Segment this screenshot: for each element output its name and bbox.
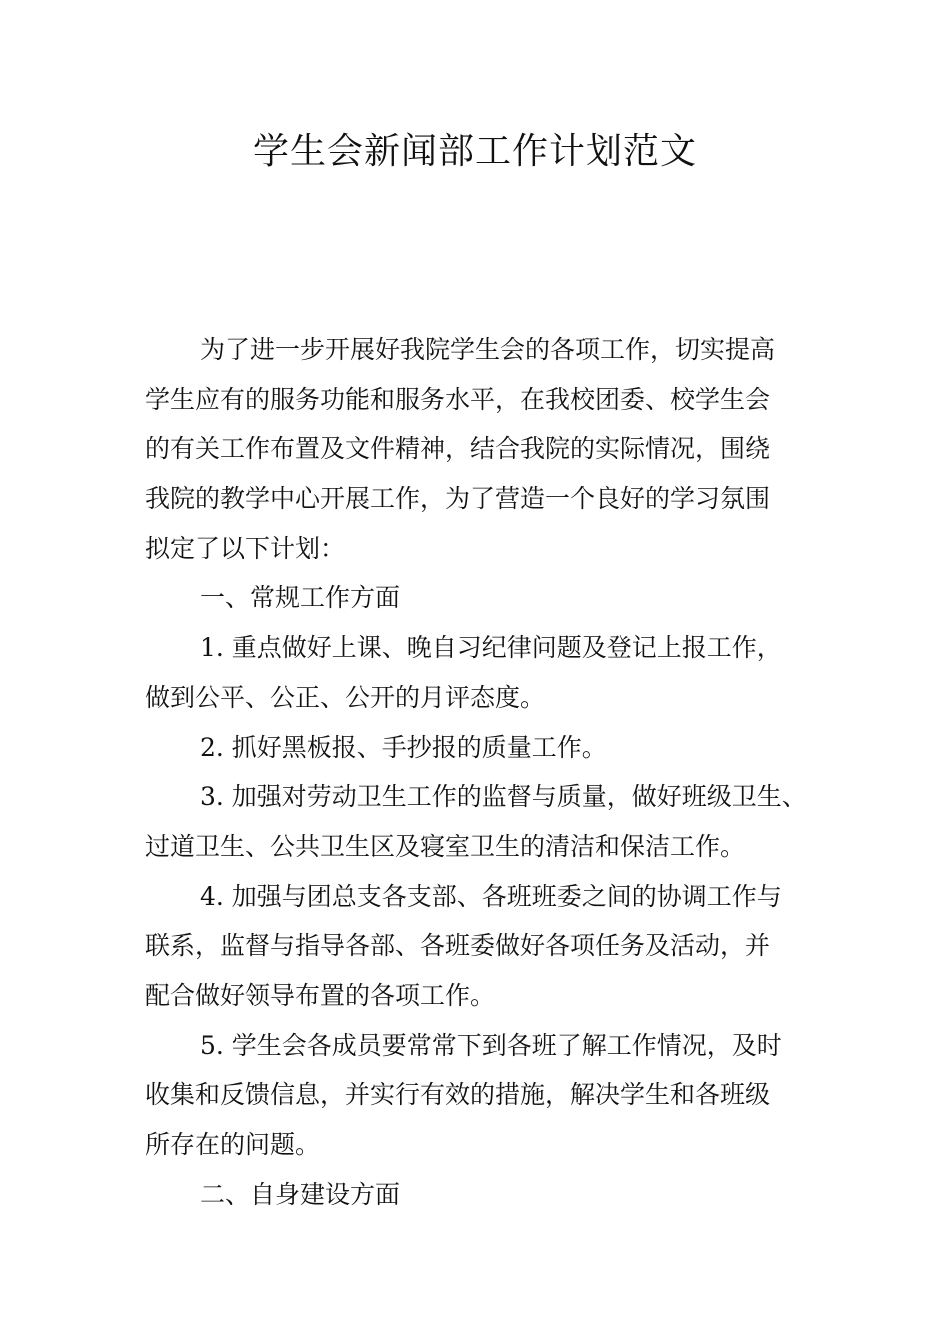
paragraph-line: 的有关工作布置及文件精神，结合我院的实际情况，围绕 (145, 434, 771, 464)
paragraph-line: 为了进一步开展好我院学生会的各项工作，切实提高 (200, 335, 776, 364)
list-item-line: 2. 抓好黑板报、手抄报的质量工作。 (200, 732, 607, 762)
list-item-line: 3. 加强对劳动卫生工作的监督与质量，做好班级卫生、 (200, 782, 807, 812)
list-item-line: 收集和反馈信息，并实行有效的措施，解决学生和各班级 (145, 1080, 771, 1110)
list-item-line: 4. 加强与团总支各支部、各班班委之间的协调工作与 (200, 881, 782, 911)
list-item-line: 做到公平、公正、公开的月评态度。 (145, 682, 546, 712)
list-item-line: 5. 学生会各成员要常常下到各班了解工作情况，及时 (200, 1030, 782, 1060)
document-body (145, 325, 825, 1219)
list-item-line: 联系，监督与指导各部、各班委做好各项任务及活动，并 (145, 931, 771, 961)
paragraph-line: 学生应有的服务功能和服务水平，在我校团委、校学生会 (145, 384, 771, 414)
section-heading: 一、常规工作方面 (200, 583, 401, 613)
paragraph-line: 拟定了以下计划： (145, 533, 346, 563)
list-item-line: 所存在的问题。 (145, 1130, 321, 1159)
paragraph-line: 我院的教学中心开展工作，为了营造一个良好的学习氛围 (145, 484, 771, 514)
list-item-line: 1. 重点做好上课、晚自习纪律问题及登记上报工作， (200, 633, 782, 663)
list-item-line: 配合做好领导布置的各项工作。 (145, 980, 496, 1010)
document-title: 学生会新闻部工作计划范文 (252, 131, 697, 172)
list-item-line: 过道卫生、公共卫生区及寝室卫生的清洁和保洁工作。 (145, 831, 746, 861)
section-heading: 二、自身建设方面 (200, 1179, 401, 1209)
